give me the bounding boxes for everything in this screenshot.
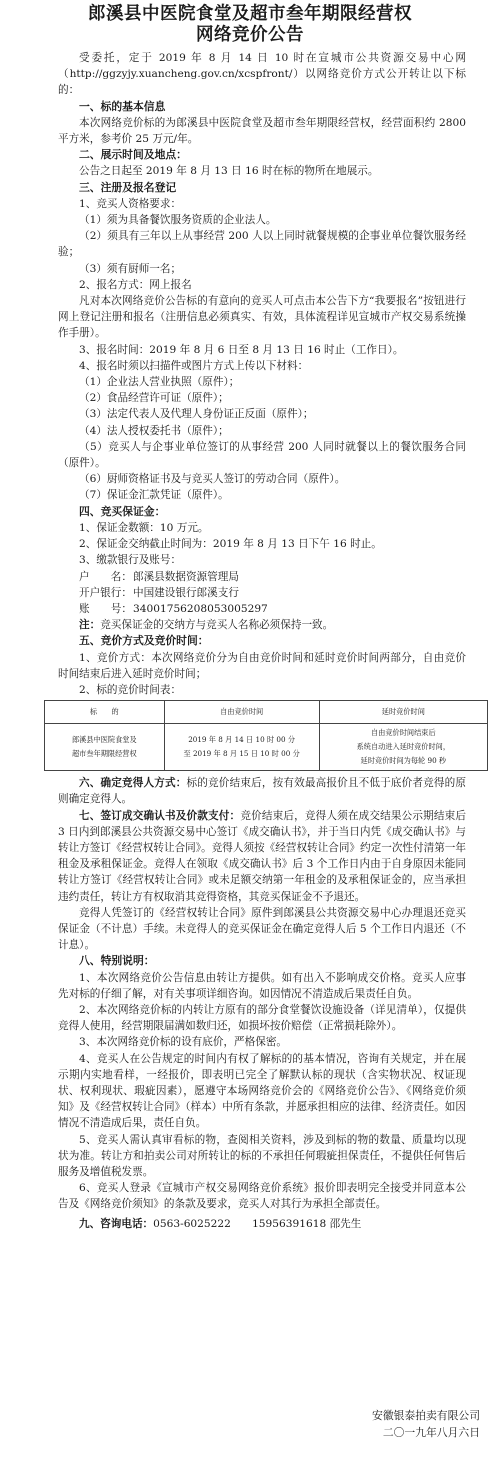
section-2-heading: 二、展示时间及地点： (79, 148, 187, 162)
page-title (34, 4, 466, 46)
table-cell-free-time (164, 724, 319, 771)
section-3-item: 2、报名方式：网上报名 (79, 278, 192, 291)
section-3-item: （1）须为具备餐饮服务资质的企业法人。 (79, 214, 277, 227)
section-3-items (58, 196, 466, 504)
free-time-line: 2019 年 8 月 14 日 10 时 00 分 (188, 735, 296, 745)
section-3-item: （4）法人授权委托书（原件）； (79, 424, 229, 437)
bid-schedule-table (44, 700, 488, 771)
bank-field-label: 账 号： (79, 602, 132, 615)
deposit-note (58, 617, 466, 633)
table-header-row (45, 701, 488, 724)
bank-account-number-row (58, 601, 466, 617)
section-8-item: 5、竞买人需认真审看标的物，查阅相关资料，涉及到标的物的数量、质量均以现状为准。转让方和拍卖公司对所转让的标的不承担任何瑕疵担保责任，不提供任何售后服务及增值税发票。 (58, 1133, 466, 1178)
section-4-item: 2、保证金交纳截止时间为：2019 年 8 月 13 日下午 16 时止。 (79, 538, 382, 551)
delay-time-line: 自由竞价时间结束后 (370, 728, 436, 738)
section-6-body: 标的竞价结束后，按有效最高报价且不低于底价者竞得的原则确定竞得人。 (58, 777, 466, 806)
bank-field-value: 中国建设银行郎溪支行 (133, 586, 239, 599)
bank-account-name-row (58, 569, 466, 585)
note-text: 竞买保证金的交纳方与竞买人名称必须保持一致。 (100, 619, 334, 632)
section-3-item: （1）企业法人营业执照（原件）； (79, 376, 240, 389)
section-3-item: 4、报名时须以扫描件或图片方式上传以下材料： (79, 359, 309, 372)
section-6-heading: 六、确定竞得人方式： (79, 777, 187, 790)
section-8-heading: 八、特别说明： (79, 954, 155, 968)
section-3-item: （5）竞买人与企事业单位签订的从事经营 200 人同时就餐以上的餐饮服务合同（原件）。 (58, 440, 466, 470)
section-5-item-2: 2、标的竞价时间表： (79, 683, 182, 696)
section-3-item: （2）食品经营许可证（原件）； (79, 392, 229, 405)
section-1-heading: 一、标的基本信息 (79, 99, 166, 113)
intro-paragraph: 受委托，定于 2019 年 8 月 14 日 10 时在宣城市公共资源交易中心网（http://ggzyjy.xuancheng.gov.cn/xcspfront/）以网络竞价方式公开转让以下标的： (58, 52, 466, 97)
section-2-body: 公告之日起至 2019 年 8 月 13 日 16 时在标的物所在地展示。 (79, 165, 379, 178)
section-6 (58, 775, 466, 807)
section-8-item: 4、竞买人在公告规定的时间内有权了解标的的基本情况，咨询有关规定，并在展示期内实地看样，一经报价，即表明已完全了解默认标的现状（含实物状况、权证现状、权利现状、瑕疵因素），愿遵守本场网络竞价会的《网络竞价公告》、《网络竞价须知》及《经营权转让合同》（样本）中所有条款，并愿承担相应的法律、经济责任。如因情况不清造成后果，责任自负。 (58, 1052, 466, 1130)
section-4-item: 3、缴款银行及账号： (79, 554, 182, 567)
bank-field-value: 郎溪县数据资源管理局 (133, 570, 239, 583)
free-time-line: 至 2019 年 8 月 15 日 10 时 00 分 (183, 749, 300, 759)
section-7 (58, 808, 466, 905)
section-9 (58, 1216, 466, 1232)
section-4-item: 1、保证金数额：10 万元。 (79, 521, 209, 534)
table-cell-delay-time (319, 724, 487, 771)
table-row (45, 724, 488, 771)
section-1-body: 本次网络竞价标的为郎溪县中医院食堂及超市叁年期限经营权，经营面积约 2800 平方米，参考价 25 万元/年。 (58, 116, 466, 146)
section-8-item: 1、本次网络竞价公告信息由转让方提供。如有出入不影响成交价格。竞买人应事先对标的仔细了解，对有关事项详细咨询。如因情况不清造成后果责任自负。 (58, 971, 466, 1000)
section-8-item: 2、本次网络竞价标的内转让方原有的部分食堂餐饮设施设备（详见清单），仅提供竞得人使用，经营期限届满如数归还，如损坏按价赔偿（正常损耗除外）。 (58, 1003, 466, 1033)
section-8-item: 3、本次网络竞价标的设有底价，严格保密。 (79, 1036, 288, 1049)
delay-time-line: 系统自动进入延时竞价时间， (356, 742, 451, 752)
bank-name-row (58, 585, 466, 601)
subject-line: 超市叁年期限经营权 (71, 749, 137, 759)
section-3-item: （3）法定代表人及代理人身份证正反面（原件）； (79, 408, 314, 421)
contact-phone: 0563-6025222 15956391618 邵先生 (153, 1217, 362, 1230)
signature-date: 二〇一九年八月六日 (382, 1426, 480, 1439)
section-3-item: 1、竞买人资格要求： (79, 197, 182, 210)
section-3-item: 凡对本次网络竞价公告标的有意向的竞买人可点击本公告下方“我要报名”按钮进行网上登记注册和报名（注册信息必须真实、有效，具体流程详见宣城市产权交易系统操作手册）。 (58, 295, 466, 340)
title-line-1: 郎溪县中医院食堂及超市叁年期限经营权 (88, 4, 412, 24)
section-4-heading: 四、竞买保证金： (79, 504, 166, 518)
section-5-heading: 五、竞价方式及竞价时间： (79, 634, 209, 648)
section-7-body-2: 竞得人凭签订的《经营权转让合同》原件到郎溪县公共资源交易中心办理退还竞买保证金（不计息）手续。未竞得人的竞买保证金在确定竞得人后 5 个工作日内退还（不计息）。 (58, 906, 466, 952)
section-5-item-1: 1、竞价方式：本次网络竞价分为自由竞价时间和延时竞价时间两部分，自由竞价时间结束后进入延时竞价时间； (58, 651, 466, 680)
table-header-cell: 延时竞价时间 (319, 701, 487, 724)
section-3-item: （6）厨师资格证书及与竞买人签订的劳动合同（原件）。 (79, 473, 346, 486)
section-8-item: 6、竞买人登录《宣城市产权交易网络竞价系统》报价即表明完全接受并同意本公告及《网络竞价须知》的条款及要求，竞买人对其行为承担全部责任。 (58, 1182, 466, 1211)
section-3-item: （7）保证金汇款凭证（原件）。 (79, 489, 229, 502)
section-3-heading: 三、注册及报名登记 (79, 180, 177, 194)
section-7-body: 竞价结束后，竞得人须在成交结果公示期结束后 3 日内到郎溪县公共资源交易中心签订《成交确认书》，并于当日内凭《成交确认书》与转让方签订《经营权转让合同》。竞得人须按《经营权转让合同》约定一次性付清第一年租金及承租保证金。竞得人在领取《成交确认书》后 3 个工作日内由于自身原因未能同转让方签订《经营权转让合同》或未足额交纳第一年租金的及承租保证金的，应当承担违约责任，转让方有权取消其竞得资格，其竞买保证金不予退还。 (58, 809, 467, 903)
section-3-item: （2）须具有三年以上从事经营 200 人以上同时就餐规模的企事业单位餐饮服务经验； (58, 230, 466, 259)
title-line-2: 网络竞价公告 (196, 25, 304, 45)
section-7-heading: 七、签订成交确认书及价款支付： (79, 809, 241, 822)
table-cell-subject (45, 724, 165, 771)
table-header-cell: 自由竞价时间 (164, 701, 319, 724)
bank-field-label: 户 名： (79, 570, 132, 583)
section-3-item: 3、报名时间：2019 年 8 月 6 日至 8 月 13 日 16 时止（工作日）。 (79, 343, 404, 356)
subject-line: 郎溪县中医院食堂及 (71, 735, 137, 745)
bank-field-label: 开户银行： (79, 586, 132, 599)
table-header-cell: 标 的 (45, 701, 165, 724)
bank-field-value: 34001756208053005297 (133, 602, 268, 615)
signature-block (372, 1407, 480, 1441)
signature-company: 安徽银泰拍卖有限公司 (372, 1409, 480, 1422)
section-9-heading: 九、咨询电话： (79, 1217, 154, 1230)
note-label: 注： (79, 619, 101, 632)
section-3-item: （3）须有厨师一名； (79, 262, 182, 275)
delay-time-line: 延时竞价时间为每轮 90 秒 (360, 756, 447, 766)
